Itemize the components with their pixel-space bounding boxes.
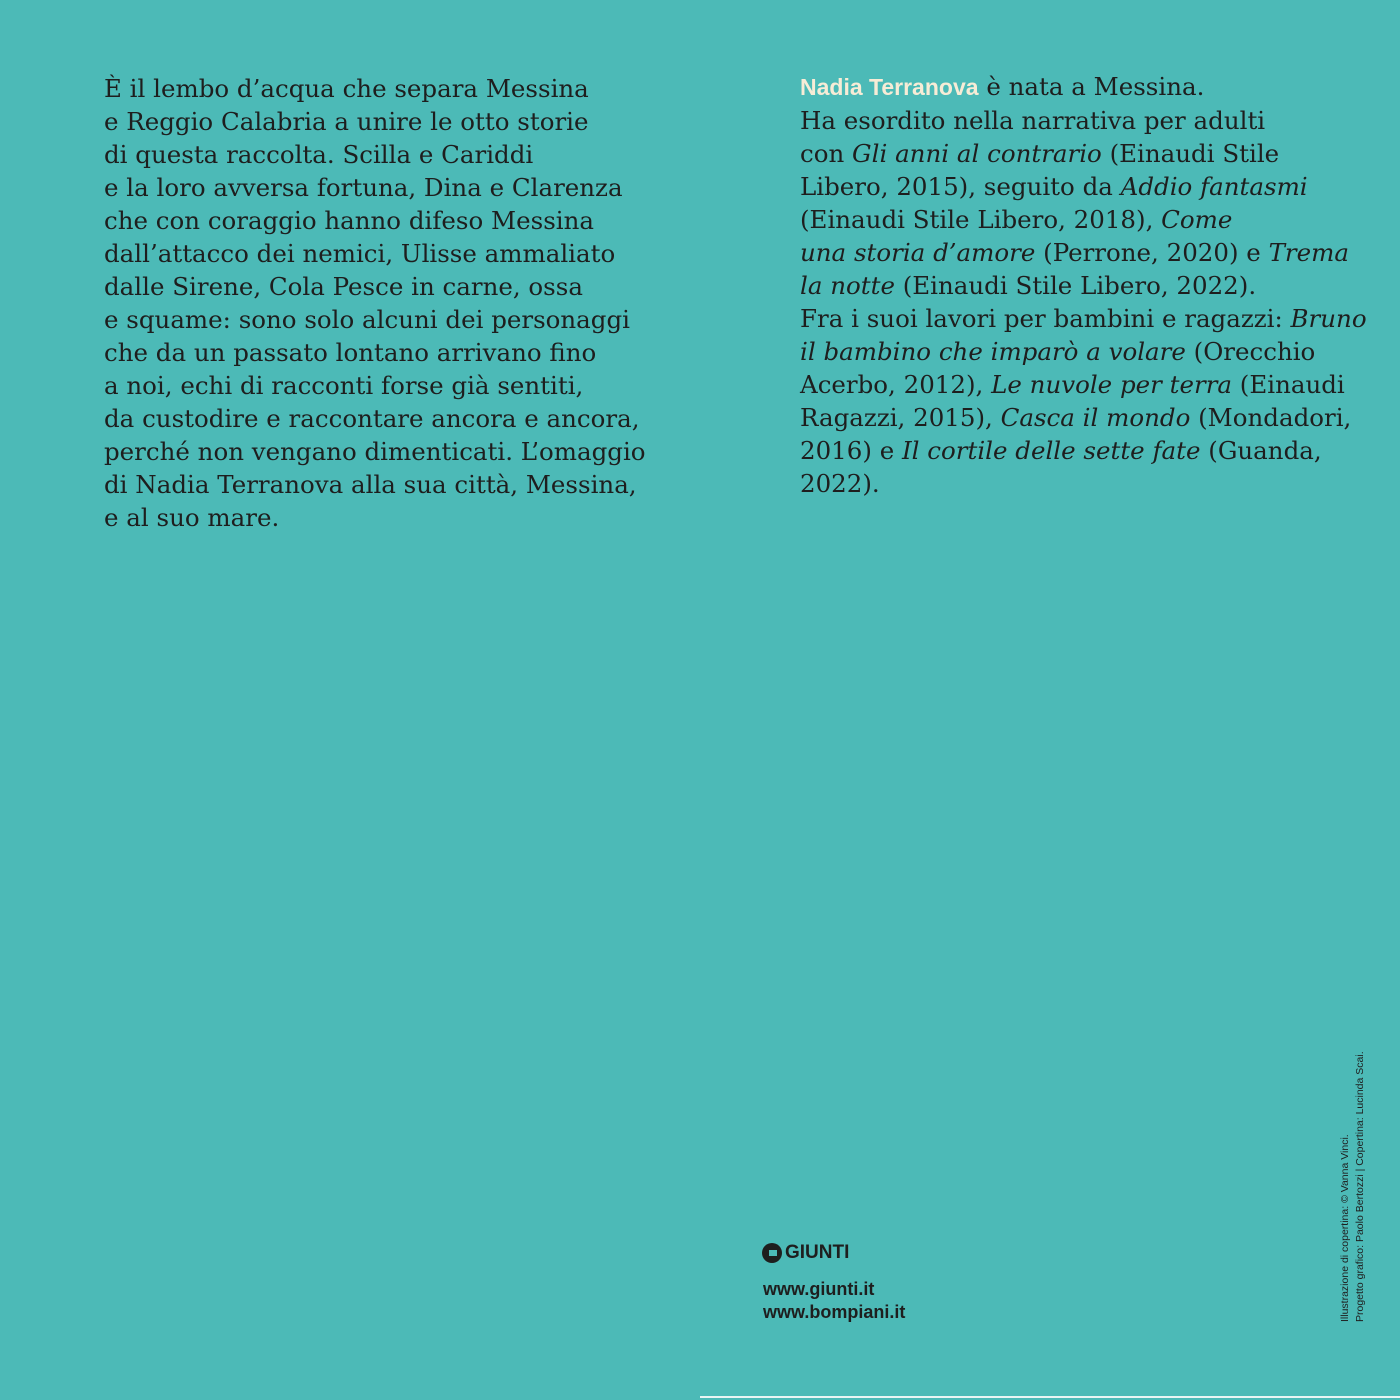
cover-credits [1338,1051,1368,1322]
bio-line: Acerbo, 2012), Le nuvole per terra (Einaudi [800,370,1345,399]
bio-line: il bambino che imparò a volare (Orecchio [800,337,1316,366]
bio-line: Ragazzi, 2015), Casca il mondo (Mondadori, [800,403,1352,432]
illustration-credit: Illustrazione di copertina: © Vanna Vinci. [1339,1134,1351,1322]
publisher-urls [763,1278,905,1324]
blurb-line: È il lembo d’acqua che separa Messina [104,74,589,103]
blurb-line: e squame: sono solo alcuni dei personaggi [104,305,630,334]
book-title: Come [1161,205,1233,234]
book-title: la notte [800,271,895,300]
author-name: Nadia Terranova [800,74,979,100]
blurb-line: che con coraggio hanno difeso Messina [104,206,594,235]
bompiani-url-link[interactable]: www.bompiani.it [763,1302,906,1322]
book-title: Il cortile delle sette fate [901,436,1201,465]
book-title: Bruno [1290,304,1367,333]
blurb-line: e al suo mare. [104,503,280,532]
book-title: Le nuvole per terra [991,370,1233,399]
blurb-line: da custodire e raccontare ancora e ancora, [104,404,640,433]
bio-line: Ha esordito nella narrativa per adulti [800,106,1266,135]
blurb-line: di Nadia Terranova alla sua città, Messina, [104,470,637,499]
book-title: Gli anni al contrario [852,139,1102,168]
book-title: una storia d’amore [800,238,1036,267]
giunti-logo-icon [762,1243,782,1263]
design-credit: Progetto grafico: Paolo Bertozzi | Copertina: Lucinda Scai. [1354,1051,1366,1322]
book-title: Trema [1268,238,1349,267]
blurb-line: che da un passato lontano arrivano fino [104,338,597,367]
blurb-line: di questa raccolta. Scilla e Cariddi [104,140,534,169]
blurb-line: e Reggio Calabria a unire le otto storie [104,107,589,136]
book-title: Addio fantasmi [1120,172,1308,201]
book-title: Casca il mondo [1000,403,1191,432]
giunti-url-link[interactable]: www.giunti.it [763,1279,875,1299]
bio-line: la notte (Einaudi Stile Libero, 2022). [800,271,1257,300]
bio-line: 2022). [800,469,880,498]
bio-line: 2016) e Il cortile delle sette fate (Guanda, [800,436,1322,465]
bio-line: Fra i suoi lavori per bambini e ragazzi: Bruno [800,304,1367,333]
bio-line: con Gli anni al contrario (Einaudi Stile [800,139,1280,168]
blurb-line: a noi, echi di racconti forse già sentiti, [104,371,584,400]
bio-line: una storia d’amore (Perrone, 2020) e Trema [800,238,1349,267]
bio-line: Nadia Terranova è nata a Messina. [800,72,1205,101]
book-title: il bambino che imparò a volare [800,337,1186,366]
bio-line: Libero, 2015), seguito da Addio fantasmi [800,172,1308,201]
author-bio [800,70,1367,500]
publisher-logo [762,1242,849,1264]
bio-line: (Einaudi Stile Libero, 2018), Come [800,205,1233,234]
back-cover-blurb [104,72,644,534]
blurb-line: perché non vengano dimenticati. L’omaggio [104,437,646,466]
bottom-edge-line [700,1396,1400,1398]
blurb-line: dall’attacco dei nemici, Ulisse ammaliato [104,239,616,268]
blurb-line: dalle Sirene, Cola Pesce in carne, ossa [104,272,583,301]
blurb-line: e la loro avversa fortuna, Dina e Clarenza [104,173,623,202]
publisher-name: GIUNTI [785,1242,850,1263]
